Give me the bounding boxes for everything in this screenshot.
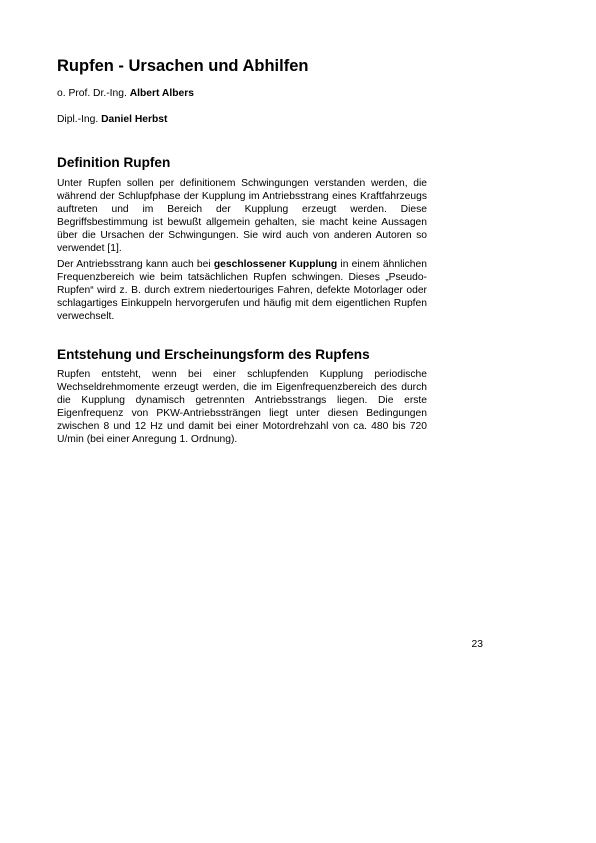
author-name: Albert Albers — [129, 88, 194, 99]
document-title: Rupfen - Ursachen und Abhilfen — [57, 57, 309, 75]
author-title: o. Prof. Dr.-Ing. — [57, 88, 130, 99]
author-title: Dipl.-Ing. — [57, 114, 102, 125]
author-name: Daniel Herbst — [101, 114, 168, 125]
section-heading: Definition Rupfen — [57, 155, 171, 170]
paragraph-text: Der Antriebsstrang kann auch bei — [57, 259, 214, 270]
page-number: 23 — [471, 639, 483, 650]
section-heading: Entstehung und Erscheinungsform des Rupfens — [57, 347, 370, 362]
paragraph — [57, 259, 427, 324]
author-line — [57, 88, 194, 99]
paragraph: Rupfen entsteht, wenn bei einer schlupfenden Kupplung periodische Wechseldrehmomente erzeugt werden, die im Eigenfrequenzbereich des durch die Kupplung dynamisch getrennten Antriebsstrangs liegen. Die erste Eigenfrequenz von PKW-Antriebssträngen liegt unter diesen Bedingungen zwischen 8 und 12 Hz und damit bei einer Motordrehzahl von ca. 480 bis 720 U/min (bei einer Anregung 1. Ordnung). — [57, 369, 427, 445]
paragraph-text: in einem ähnlichen Frequenzbereich wie beim tatsächlichen Rupfen schwingen. Dieses „Pseudo-Rupfen“ wird z. B. durch extrem niedertouriges Fahren, defekte Motorlager oder schlagartiges Einkuppeln hervorgerufen und häufig mit dem eigentlichen Rupfen verwechselt. — [57, 259, 427, 322]
author-line — [57, 114, 167, 125]
emphasis-text: geschlossener Kupplung — [213, 259, 338, 270]
paragraph: Unter Rupfen sollen per definitionem Schwingungen verstanden werden, die während der Schlupfphase der Kupplung im Antriebsstrang eines Kraftfahrzeugs auftreten und im Bereich der Kupplung erzeugt werden. Diese Begriffsbestimmung ist bewußt allgemein gehalten, sie macht keine Aussagen über die Ursachen der Schwingungen. Sie wird auch von anderen Autoren so verwendet [1]. — [57, 178, 427, 254]
